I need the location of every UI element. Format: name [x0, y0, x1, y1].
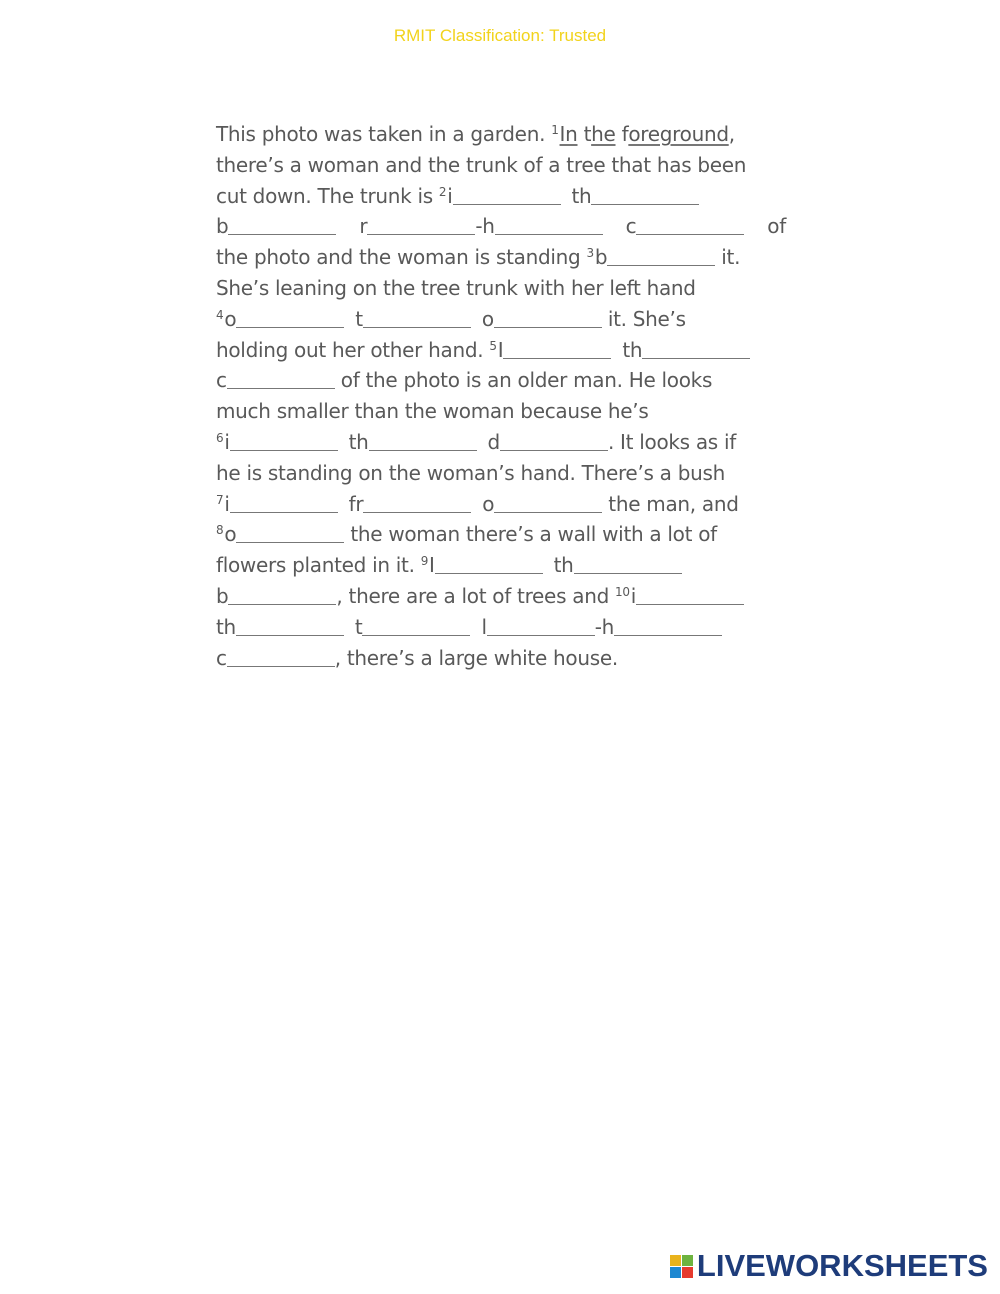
answer-blank[interactable]: [228, 214, 336, 235]
logo-cube-tile: [670, 1267, 681, 1278]
passage-line-8: [216, 335, 796, 366]
answer-blank[interactable]: [453, 184, 561, 205]
text: cut down. The trunk is: [216, 183, 439, 208]
letter-hint: -h: [475, 214, 495, 239]
item-number: 5: [489, 338, 497, 353]
text: holding out her other hand.: [216, 337, 490, 362]
letter-hint: t: [354, 614, 363, 639]
passage-line-15: [216, 550, 796, 581]
item-number: 8: [216, 523, 224, 538]
passage-line-9: [216, 365, 796, 396]
letter-hint: b: [216, 583, 229, 608]
letter-hint: i: [224, 429, 230, 454]
item-number: 3: [586, 246, 594, 261]
text: f: [621, 122, 629, 146]
letter-hint: -h: [594, 614, 615, 639]
letter-hint: l: [481, 614, 487, 639]
answer-blank[interactable]: [607, 245, 715, 266]
answer-blank[interactable]: [574, 553, 682, 574]
logo-cube-tile: [682, 1255, 693, 1266]
word-gap: [359, 211, 602, 242]
answer-blank[interactable]: [362, 615, 470, 636]
item-number: 10: [615, 584, 630, 599]
letter-hint: i: [630, 583, 636, 608]
passage-line-13: [216, 489, 796, 520]
text: This photo was taken in a garden.: [216, 122, 552, 146]
text: . It looks as if: [607, 429, 736, 454]
letter-hint: b: [594, 245, 608, 270]
letter-hint: b: [216, 214, 229, 239]
letter-hint: th: [348, 429, 369, 454]
passage-line-1: [216, 119, 796, 150]
answer-blank[interactable]: [367, 214, 475, 235]
answer-blank[interactable]: [228, 584, 336, 605]
text: , there’s a large white house.: [334, 645, 618, 670]
logo-cube-tile: [670, 1255, 681, 1266]
text: the photo and the woman is standing: [216, 245, 587, 270]
answer-blank[interactable]: [227, 368, 335, 389]
passage-line-14: [216, 519, 796, 550]
word-gap: [216, 211, 336, 242]
answer-blank[interactable]: [636, 584, 744, 605]
passage-line-18: [216, 643, 796, 674]
text: ,: [728, 122, 735, 146]
answer-blank[interactable]: [636, 214, 744, 235]
classification-label: RMIT Classification: Trusted: [393, 26, 607, 45]
text: it.: [715, 245, 741, 270]
answer-blank[interactable]: [236, 522, 344, 543]
letter-hint: o: [481, 306, 494, 331]
passage-line-3: [216, 181, 796, 212]
answer-blank[interactable]: [614, 615, 722, 636]
liveworksheets-logo[interactable]: [670, 1248, 988, 1284]
answer-blank[interactable]: [642, 338, 750, 359]
passage-line-5: [216, 242, 796, 273]
logo-cube-tile: [682, 1267, 693, 1278]
answer-blank[interactable]: [495, 214, 603, 235]
letter-hint: d: [487, 429, 500, 454]
passage-line-11: [216, 427, 796, 458]
answer-blank[interactable]: [591, 184, 699, 205]
letter-hint: c: [216, 368, 227, 393]
answer-blank[interactable]: [363, 492, 471, 513]
text: t: [583, 122, 592, 146]
item-number: 9: [420, 554, 429, 569]
item-number: 4: [216, 307, 224, 322]
word-gap: [626, 211, 745, 242]
text: of: [767, 214, 786, 239]
answer-blank[interactable]: [236, 307, 344, 328]
answer-blank[interactable]: [227, 646, 335, 667]
worksheet-passage: [216, 119, 796, 673]
passage-line-7: [216, 304, 796, 335]
answer-filled: In: [559, 122, 578, 146]
letter-hint: th: [216, 614, 236, 639]
answer-blank[interactable]: [230, 492, 338, 513]
letter-hint: o: [224, 522, 237, 547]
passage-line-17: [216, 612, 796, 643]
letter-hint: fr: [348, 491, 364, 516]
item-number: 2: [438, 184, 447, 199]
letter-hint: o: [482, 491, 495, 516]
answer-filled: oreground: [628, 122, 729, 146]
item-number: 1: [551, 123, 559, 137]
answer-blank[interactable]: [500, 430, 608, 451]
answer-blank[interactable]: [487, 615, 595, 636]
letter-hint: o: [224, 306, 237, 331]
answer-blank[interactable]: [435, 553, 543, 574]
letter-hint: c: [216, 645, 227, 670]
letter-hint: c: [625, 214, 637, 239]
text: , there are a lot of trees and: [336, 583, 616, 608]
letter-hint: t: [355, 306, 363, 331]
answer-blank[interactable]: [236, 615, 344, 636]
passage-line-10: much smaller than the woman because he’s: [216, 399, 649, 424]
item-number: 7: [216, 492, 224, 507]
passage-line-12: he is standing on the woman’s hand. There’s a bush: [216, 460, 725, 485]
answer-blank[interactable]: [503, 338, 611, 359]
passage-line-4: [216, 211, 786, 242]
letter-hint: i: [224, 491, 230, 516]
item-number: 6: [216, 430, 224, 445]
letter-hint: th: [571, 183, 592, 208]
letter-hint: I: [497, 337, 504, 362]
answer-blank[interactable]: [230, 430, 338, 451]
answer-blank[interactable]: [494, 307, 602, 328]
answer-blank[interactable]: [369, 430, 477, 451]
passage-line-2: there’s a woman and the trunk of a tree that has been: [216, 152, 747, 177]
answer-blank[interactable]: [363, 307, 471, 328]
text: it. She’s: [601, 306, 686, 331]
passage-line-6: She’s leaning on the tree trunk with her left hand: [216, 275, 696, 300]
text: the man, and: [602, 491, 739, 516]
letter-hint: th: [553, 553, 574, 578]
logo-text: LIVEWORKSHEETS: [696, 1248, 988, 1283]
passage-line-16: [216, 581, 796, 612]
logo-cube-icon: [670, 1255, 693, 1278]
text: of the photo is an older man. He looks: [334, 368, 713, 393]
text: flowers planted in it.: [216, 553, 421, 578]
letter-hint: i: [447, 183, 453, 208]
letter-hint: I: [429, 553, 435, 578]
answer-filled: he: [591, 122, 616, 146]
letter-hint: th: [622, 337, 643, 362]
answer-blank[interactable]: [494, 492, 602, 513]
text: the woman there’s a wall with a lot of: [344, 522, 717, 547]
letter-hint: r: [359, 214, 368, 239]
